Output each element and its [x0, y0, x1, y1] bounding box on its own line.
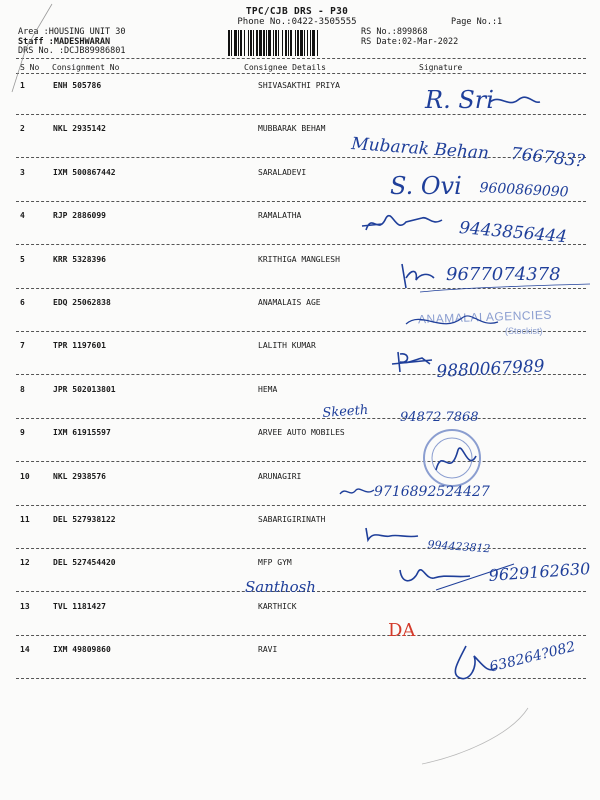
barcode-bar: [295, 30, 296, 56]
phone-row-11: 994423812: [427, 538, 491, 556]
pen-curve: [420, 706, 530, 766]
table-row: [0, 428, 600, 440]
barcode-bar: [273, 30, 274, 56]
signature-row-7: [392, 350, 432, 376]
table-row: [0, 385, 600, 397]
row-consignee-name: ANAMALAIS AGE: [258, 298, 321, 307]
row-consignee-name: SHIVASAKTHI PRIYA: [258, 81, 340, 90]
barcode-bar: [285, 30, 287, 56]
phone-row-12: 9629162630: [488, 558, 591, 585]
phone-row-10: 9716892524427: [374, 484, 490, 500]
page-number: Page No.:1: [451, 17, 503, 27]
signature-row-8: Skeeth: [322, 402, 369, 421]
row-serial-number: 11: [20, 515, 30, 524]
area-label: Area :HOUSING UNIT 30: [18, 27, 126, 37]
row-consignment-number: NKL 2938576: [53, 472, 106, 481]
signature-row-2: Mubarak Behan: [350, 134, 490, 164]
column-consignee: Consignee Details: [244, 63, 326, 72]
row-divider: [16, 505, 586, 506]
barcode-bar: [234, 30, 237, 56]
row-consignment-number: JPR 502013801: [53, 385, 116, 394]
barcode-bar: [228, 30, 230, 56]
barcode-bar: [282, 30, 283, 56]
row-serial-number: 5: [20, 255, 25, 264]
row-consignment-number: KRR 5328396: [53, 255, 106, 264]
table-row: [0, 472, 600, 484]
document-header-right: [361, 27, 458, 47]
barcode-bar: [238, 30, 239, 56]
row-serial-number: 4: [20, 211, 25, 220]
row-consignee-name: LALITH KUMAR: [258, 341, 316, 350]
barcode-bar: [240, 30, 242, 56]
mark-row-13: DA: [388, 620, 416, 641]
barcode-bar: [312, 30, 315, 56]
row-divider: [16, 635, 586, 636]
row-divider: [16, 201, 586, 202]
phone-row-4: 9443856444: [458, 218, 568, 248]
row-consignee-name: RAVI: [258, 645, 278, 654]
name-row-12: Santhosh: [245, 578, 316, 596]
table-row: [0, 168, 600, 180]
table-row: [0, 515, 600, 527]
row-consignee-name: SARALADEVI: [258, 168, 307, 177]
row-serial-number: 3: [20, 168, 25, 177]
row-consignment-number: IXM 49809860: [53, 645, 111, 654]
row-consignment-number: ENH 505786: [53, 81, 102, 90]
stamp-row-6: ANAMALAI AGENCIES: [417, 307, 553, 327]
row-consignment-number: TPR 1197601: [53, 341, 106, 350]
barcode-bar: [253, 30, 254, 56]
row-serial-number: 1: [20, 81, 25, 90]
row-serial-number: 6: [20, 298, 25, 307]
row-consignee-name: MFP GYM: [258, 558, 292, 567]
barcode-bar: [307, 30, 308, 56]
row-divider: [16, 244, 586, 245]
row-divider: [16, 418, 586, 419]
barcode-bar: [297, 30, 299, 56]
signature-row-1: R. Sri: [425, 86, 494, 114]
barcode-bar: [248, 30, 249, 56]
row-consignee-name: HEMA: [258, 385, 278, 394]
barcode-bar: [300, 30, 303, 56]
row-consignment-number: DEL 527454420: [53, 558, 116, 567]
row-consignment-number: DEL 527938122: [53, 515, 116, 524]
row-consignee-name: MUBBARAK BEHAM: [258, 124, 326, 133]
barcode-bar: [278, 30, 279, 56]
row-consignee-name: KRITHIGA MANGLESH: [258, 255, 340, 264]
stamp-seal-row-9: [412, 426, 494, 490]
row-consignee-name: RAMALATHA: [258, 211, 302, 220]
row-consignment-number: NKL 2935142: [53, 124, 106, 133]
row-consignee-name: ARUNAGIRI: [258, 472, 302, 481]
barcode-bar: [259, 30, 262, 56]
barcode-bar: [275, 30, 277, 56]
row-consignment-number: EDQ 25062838: [53, 298, 111, 307]
barcode-bar: [256, 30, 258, 56]
barcode-bar: [310, 30, 311, 56]
column-signature: Signature: [419, 63, 463, 72]
phone-row-5: 9677074378: [446, 264, 561, 285]
row-serial-number: 10: [20, 472, 30, 481]
signature-row-4: [362, 208, 452, 238]
row-serial-number: 7: [20, 341, 25, 350]
phone-row-7: 9880067989: [436, 356, 546, 382]
pen-mark: [4, 0, 64, 100]
barcode-bar: [231, 30, 232, 56]
row-consignment-number: TVL 1181427: [53, 602, 106, 611]
stamp-row-6-sub: (Stockist): [505, 326, 543, 336]
row-serial-number: 2: [20, 124, 25, 133]
row-consignment-number: RJP 2886099: [53, 211, 106, 220]
barcode-bar: [288, 30, 289, 56]
row-serial-number: 9: [20, 428, 25, 437]
row-serial-number: 13: [20, 602, 30, 611]
table-row: [0, 124, 600, 136]
table-row: [0, 211, 600, 223]
row-divider: [16, 678, 586, 679]
signature-row-10: [340, 486, 374, 498]
table-row: [0, 341, 600, 353]
barcode-bar: [263, 30, 265, 56]
phone-row-3: 9600869090: [479, 180, 569, 201]
table-row: [0, 81, 600, 93]
document-header-center: [232, 6, 362, 28]
signature-row-6: [402, 304, 582, 338]
row-serial-number: 8: [20, 385, 25, 394]
barcode-bar: [266, 30, 267, 56]
row-divider: [16, 114, 586, 115]
row-consignment-number: IXM 61915597: [53, 428, 111, 437]
table-row: [0, 602, 600, 614]
barcode-bar: [250, 30, 252, 56]
staff-label: Staff :MADESHWARAN: [18, 36, 111, 47]
rs-number: RS No.:899868: [361, 27, 428, 37]
row-consignment-number: IXM 500867442: [53, 168, 116, 177]
row-serial-number: 14: [20, 645, 30, 654]
row-consignee-name: SABARIGIRINATH: [258, 515, 326, 524]
row-serial-number: 12: [20, 558, 30, 567]
barcode: [228, 30, 354, 56]
drs-number: DRS No. :DCJB89986801: [18, 46, 126, 56]
column-consignment: Consignment No: [52, 63, 120, 72]
barcode-bar: [290, 30, 292, 56]
pen-line: [420, 284, 590, 294]
phone-row-14: 638264?082: [488, 638, 577, 676]
barcode-bar: [317, 30, 318, 56]
phone-row-8: 94872 7868: [400, 410, 479, 425]
barcode-bar: [268, 30, 271, 56]
row-consignee-name: KARTHICK: [258, 602, 297, 611]
phone-number: Phone No.:0422-3505555: [237, 17, 357, 27]
signature-row-3: S. Ovi: [390, 172, 462, 200]
barcode-bar: [304, 30, 305, 56]
row-divider: [16, 548, 586, 549]
barcode-bar: [244, 30, 245, 56]
signature-row-11: [362, 526, 418, 544]
signature-stroke: [490, 96, 540, 108]
row-divider: [16, 157, 586, 158]
column-sno: S No: [20, 63, 40, 72]
header-divider-bottom: [16, 73, 586, 74]
document-title: TPC/CJB DRS - P30: [245, 6, 349, 17]
header-divider-top: [16, 58, 586, 59]
phone-row-2: 766783?: [509, 144, 586, 172]
row-consignee-name: ARVEE AUTO MOBILES: [258, 428, 345, 437]
row-divider: [16, 461, 586, 462]
rs-date: RS Date:02-Mar-2022: [361, 37, 459, 47]
